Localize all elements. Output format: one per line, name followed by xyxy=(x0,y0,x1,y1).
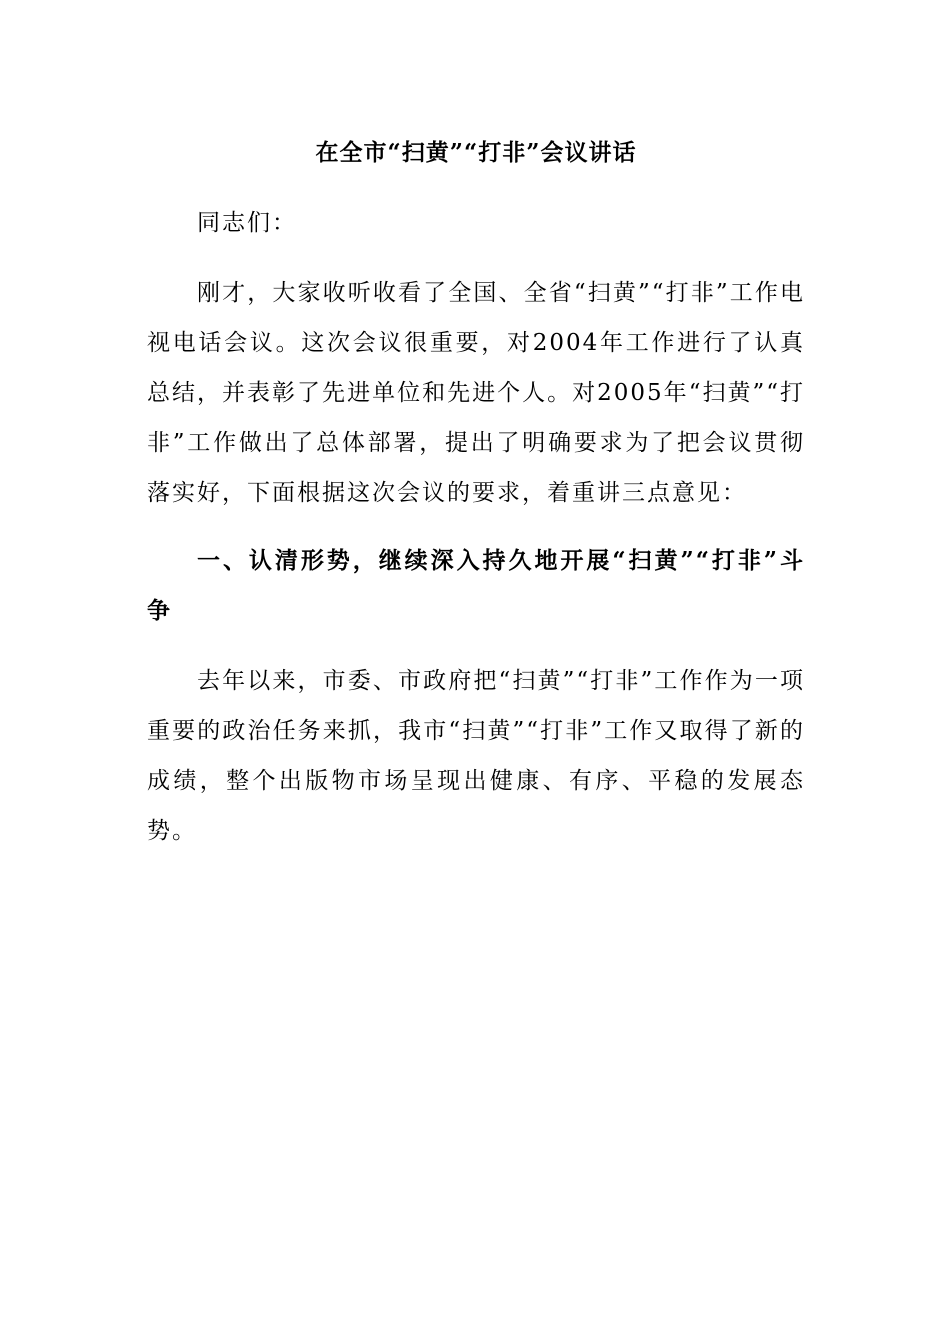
document-title: 在全市“扫黄”“打非”会议讲话 xyxy=(315,139,637,166)
salutation: 同志们： xyxy=(197,210,297,236)
section-heading-1: 一、认清形势，继续深入持久地开展“扫黄”“打非”斗争 xyxy=(147,547,805,624)
intro-paragraph: 刚才，大家收听收看了全国、全省“扫黄”“打非”工作电视电话会议。这次会议很重要，对2004年工作进行了认真总结，并表彰了先进单位和先进个人。对2005年“扫黄”“打非”工作做出了总体部署，提出了明确要求为了把会议贯彻落实好，下面根据这次会议的要求，着重讲三点意见： xyxy=(147,280,805,506)
section-1-paragraph: 去年以来，市委、市政府把“扫黄”“打非”工作作为一项重要的政治任务来抓，我市“扫黄”“打非”工作又取得了新的成绩，整个出版物市场呈现出健康、有序、平稳的发展态势。 xyxy=(147,668,805,844)
document-body xyxy=(147,128,805,856)
